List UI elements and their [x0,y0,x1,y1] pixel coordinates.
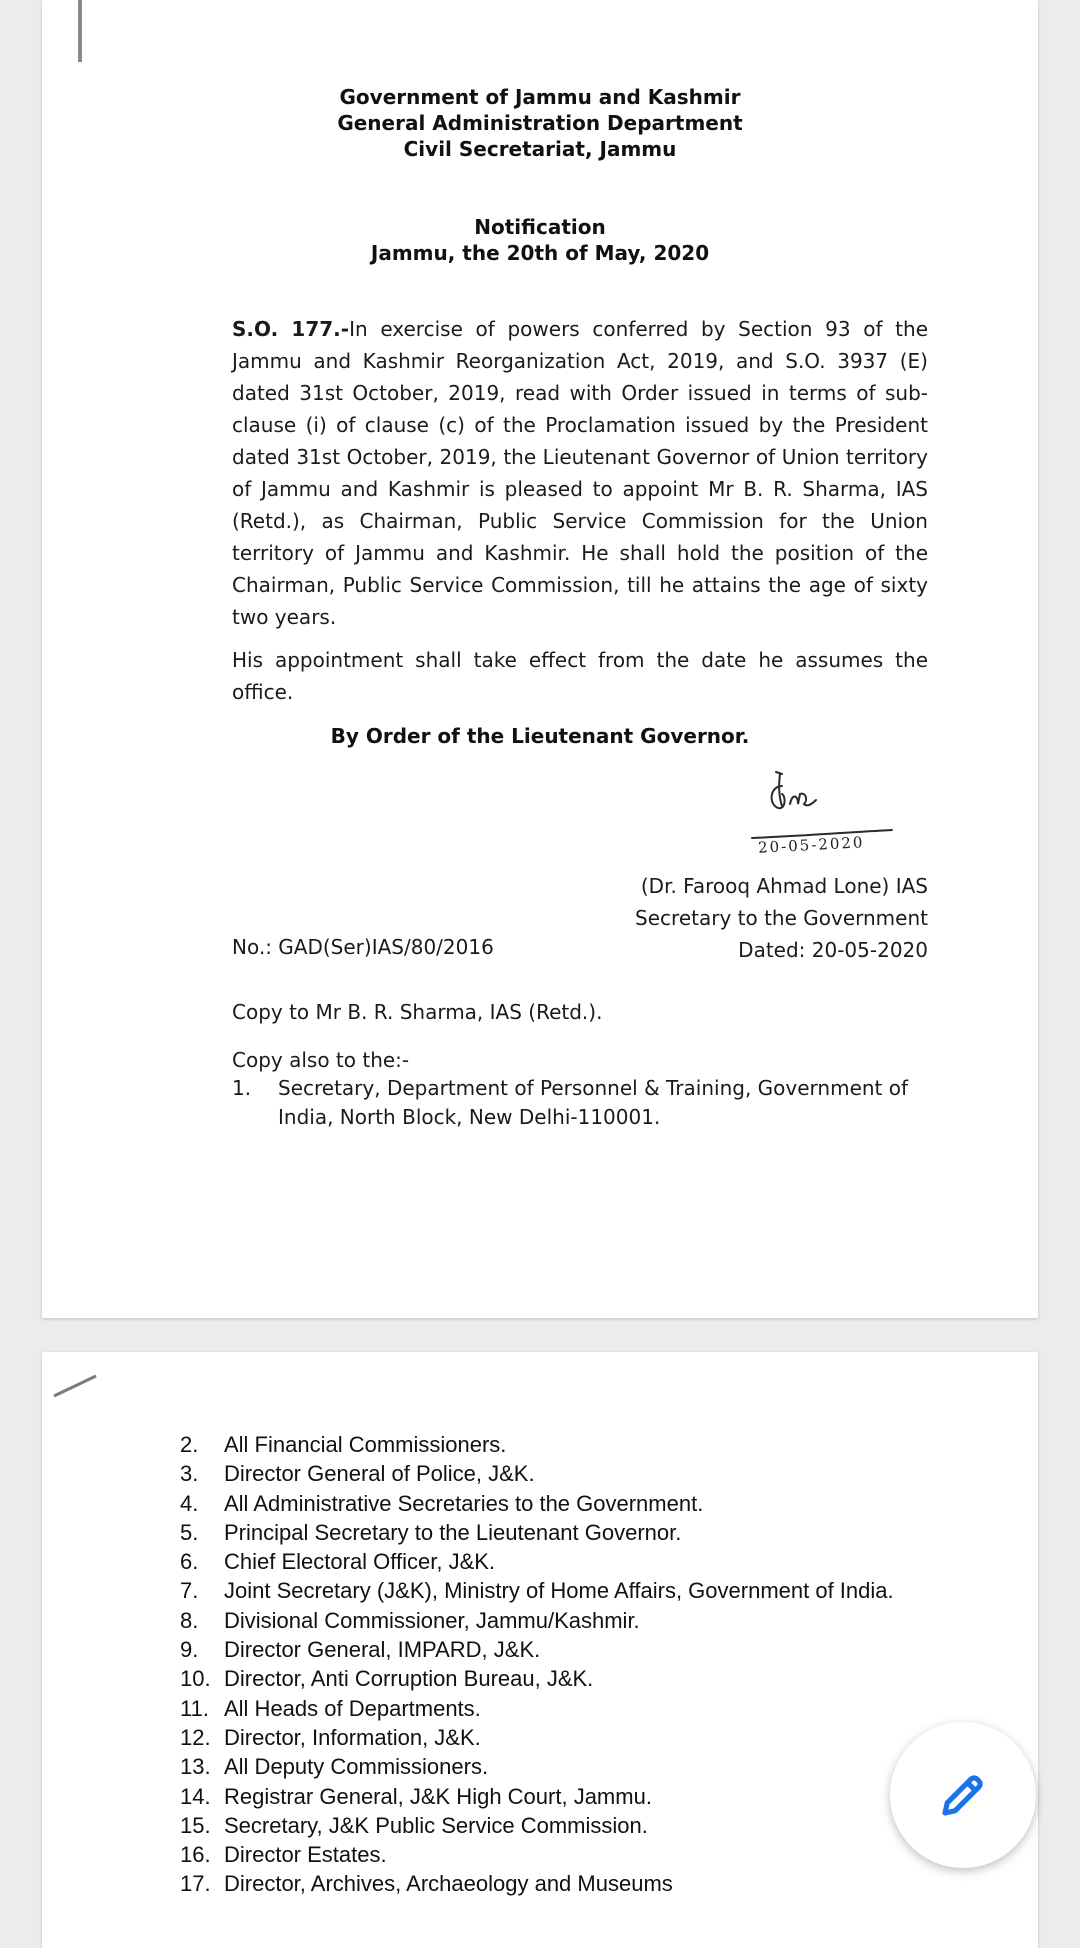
list-item [180,1811,960,1840]
list-item [180,1664,960,1693]
list-item [180,1518,960,1547]
list-item-text: All Financial Commissioners. [224,1432,507,1457]
list-item-text: Director, Archives, Archaeology and Museums [224,1871,673,1897]
signer-title: Secretary to the Government [635,906,928,930]
notification-paragraph-1 [232,313,928,633]
notification-title: Notification [474,215,606,239]
list-item [180,1869,960,1898]
list-item-number: 5. [180,1519,199,1545]
so-number: S.O. 177.- [232,317,350,341]
pencil-icon [936,1768,990,1822]
list-item-number: 2. [180,1432,199,1457]
letterhead-line-2: General Administration Department [337,111,743,135]
edit-button[interactable] [890,1722,1036,1868]
letterhead [42,84,1038,162]
list-item-number: 3. [180,1461,199,1487]
copy-to-line: Copy to Mr B. R. Sharma, IAS (Retd.). [232,1000,603,1024]
letterhead-line-3: Civil Secretariat, Jammu [403,137,677,161]
signed-date: Dated: 20-05-2020 [738,938,928,962]
list-item [180,1782,960,1811]
list-item [180,1694,960,1723]
list-item-number: 1. [232,1076,252,1100]
list-item-number: 9. [180,1637,199,1663]
list-item-text: Director General of Police, J&K. [224,1461,535,1487]
list-item [180,1547,960,1576]
list-item-text: All Administrative Secretaries to the Government. [224,1490,704,1516]
list-item-number: 11. [180,1695,209,1721]
list-item-text: Chief Electoral Officer, J&K. [224,1549,496,1575]
notification-paragraph-2: His appointment shall take effect from the date he assumes the office. [232,648,928,704]
distribution-list [180,1430,960,1899]
notification-heading [42,214,1038,266]
list-item-number: 7. [180,1578,199,1604]
document-page-1 [42,0,1038,1318]
paragraph-1-text: In exercise of powers conferred by Section 93 of the Jammu and Kashmir Reorganization Act, 2019, and S.O. 3937 (E) dated 31st October, 2019, read with Order issued in terms of sub-clause (i) of clause (c) of the Proclamation issued by the President dated 31st October, 2019, the Lieutenant Governor of Union territory of Jammu and Kashmir is pleased to appoint Mr B. R. Sharma, IAS (Retd.), as Chairman, Public Service Commission for the Union territory of Jammu and Kashmir. He shall hold the position of the Chairman, Public Service Commission, till he attains the age of sixty two years. [232,317,929,629]
list-item-text: Director Estates. [224,1842,387,1868]
reference-number: No.: GAD(Ser)IAS/80/2016 [232,935,494,959]
letterhead-line-1: Government of Jammu and Kashmir [339,85,741,109]
list-item [180,1752,960,1781]
list-item [180,1635,960,1664]
signer-block [635,870,928,966]
list-item [180,1840,960,1869]
list-item [180,1489,960,1518]
list-item [180,1576,960,1605]
list-item [180,1606,960,1635]
list-item-number: 14. [180,1783,211,1809]
list-item-number: 13. [180,1754,211,1780]
list-item-text: Joint Secretary (J&K), Ministry of Home Affairs, Government of India. [224,1578,894,1604]
signature [712,760,952,870]
list-item-text: All Heads of Departments. [224,1695,481,1721]
list-item-number: 16. [180,1842,211,1868]
list-item-text: All Deputy Commissioners. [224,1754,489,1780]
scan-edge-mark [78,0,82,62]
list-item-number: 15. [180,1812,211,1838]
scan-corner-mark [52,1372,104,1400]
list-item-number: 6. [180,1549,199,1575]
copy-also-heading: Copy also to the:- [232,1048,410,1072]
list-item-text: Secretary, J&K Public Service Commission. [224,1812,648,1838]
list-item-text: Registrar General, J&K High Court, Jammu. [224,1783,652,1809]
list-item [180,1723,960,1752]
list-item-number: 12. [180,1724,211,1750]
list-item-number: 10. [180,1666,211,1692]
list-item-number: 4. [180,1490,199,1516]
notification-date: Jammu, the 20th of May, 2020 [370,241,710,265]
list-item-text: Secretary, Department of Personnel & Training, Government of India, North Block, New Delhi-110001. [278,1076,909,1129]
list-item [232,1074,928,1132]
list-item-text: Divisional Commissioner, Jammu/Kashmir. [224,1607,640,1633]
list-item [180,1430,960,1459]
list-item-text: Principal Secretary to the Lieutenant Governor. [224,1519,682,1545]
order-line: By Order of the Lieutenant Governor. [330,724,750,748]
list-item [180,1459,960,1488]
list-item-number: 8. [180,1607,199,1633]
list-item-text: Director General, IMPARD, J&K. [224,1637,541,1663]
signature-date: 20-05-2020 [757,833,865,857]
signer-name: (Dr. Farooq Ahmad Lone) IAS [640,874,928,898]
list-item-text: Director, Information, J&K. [224,1724,481,1750]
list-item-number: 17. [180,1871,211,1897]
list-item-text: Director, Anti Corruption Bureau, J&K. [224,1666,594,1692]
